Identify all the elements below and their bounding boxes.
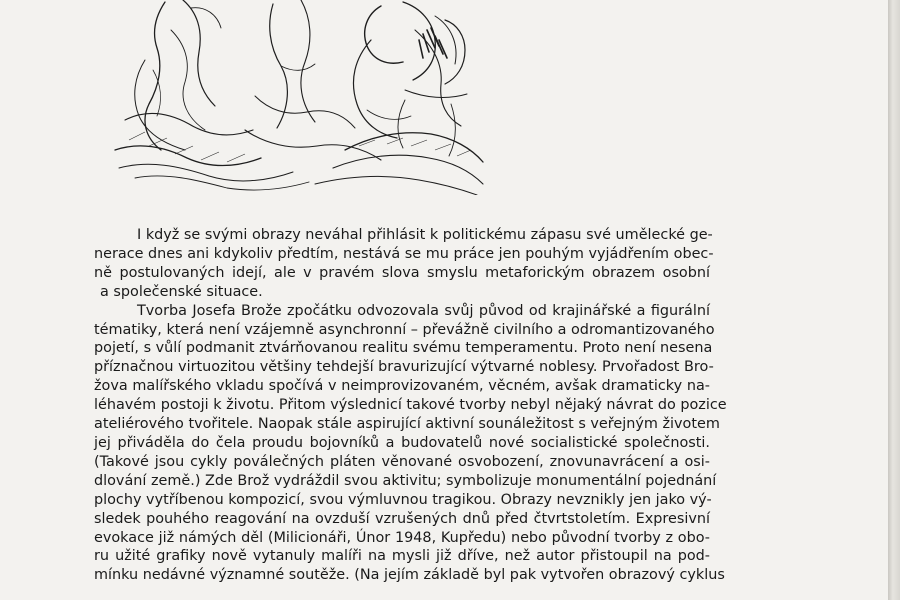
paragraph-2-line-10: dlování země.) Zde Brož vydráždil svou aktivitu; symbolizuje monumentální pojednání xyxy=(94,472,717,489)
paragraph-2-line-6: léhavém postoji k životu. Přitom výslednicí takové tvorby nebyl nějaký návrat do pozice xyxy=(94,397,727,414)
paragraph-1-line-2: nerace dnes ani kdykoliv předtím, nestává se mu práce jen pouhým vyjádřením obec- xyxy=(94,245,714,262)
paragraph-2-line-14: ru užité grafiky nově vytanuly malíři na mysli již dříve, než autor přistoupil na pod- xyxy=(94,548,710,565)
paragraph-2-line-2: tématiky, která není vzájemně asynchronní – převážně civilního a odromantizovaného xyxy=(94,321,715,338)
body-text xyxy=(94,226,727,585)
paragraph-2-line-7: ateliérového tvořitele. Naopak stále aspirující aktivní sounáležitost s veřejným životem xyxy=(94,416,720,433)
page-edge-shadow xyxy=(888,0,900,600)
paragraph-2-line-4: příznačnou virtuozitou většiny tehdejší bravurizující výtvarné noblesy. Prvořadost Bro- xyxy=(94,359,714,376)
paragraph-2-line-12: sledek pouhého reagování na ovzduší vzrušených dnů před čtvrtstoletím. Expresivní xyxy=(94,510,710,527)
paragraph-2-line-9: (Takové jsou cykly poválečných pláten věnované osvobození, znovunavrácení a osi- xyxy=(94,453,710,470)
paragraph-2-line-1: Tvorba Josefa Brože zpočátku odvozovala svůj původ od krajinářské a figurální xyxy=(137,302,710,319)
paragraph-2-line-5: žova malířského vkladu spočívá v neimprovizovaném, věcném, avšak dramaticky na- xyxy=(94,378,710,395)
paragraph-2-line-11: plochy vytříbenou kompozicí, svou výmluvnou tragikou. Obrazy nevznikly jen jako vý- xyxy=(94,491,712,508)
paragraph-2-line-15: mínku nedávné významné soutěže. (Na jejím základě byl pak vytvořen obrazový cyklus xyxy=(94,567,725,584)
paragraph-2-line-3: pojetí, s vůlí podmanit ztvárňovanou realitu svému temperamentu. Proto není nesena xyxy=(94,340,713,357)
paragraph-2-line-13: evokace již námých děl (Milicionáři, Únor 1948, Kupředu) nebo původní tvorby z obo- xyxy=(94,529,710,546)
paragraph-1-line-1: I když se svými obrazy neváhal přihlásit k politickému zápasu své umělecké ge- xyxy=(137,227,713,243)
paragraph-1-line-3: ně postulovaných idejí, ale v pravém slova smyslu metaforickým obrazem osobní xyxy=(94,264,710,281)
figure-sketch-illustration xyxy=(105,0,485,195)
paragraph-2-line-8: jej přiváděla do čela proudu bojovníků a budovatelů nové socialistické společnosti. xyxy=(94,434,710,451)
paragraph-1-line-4: a společenské situace. xyxy=(100,283,263,300)
